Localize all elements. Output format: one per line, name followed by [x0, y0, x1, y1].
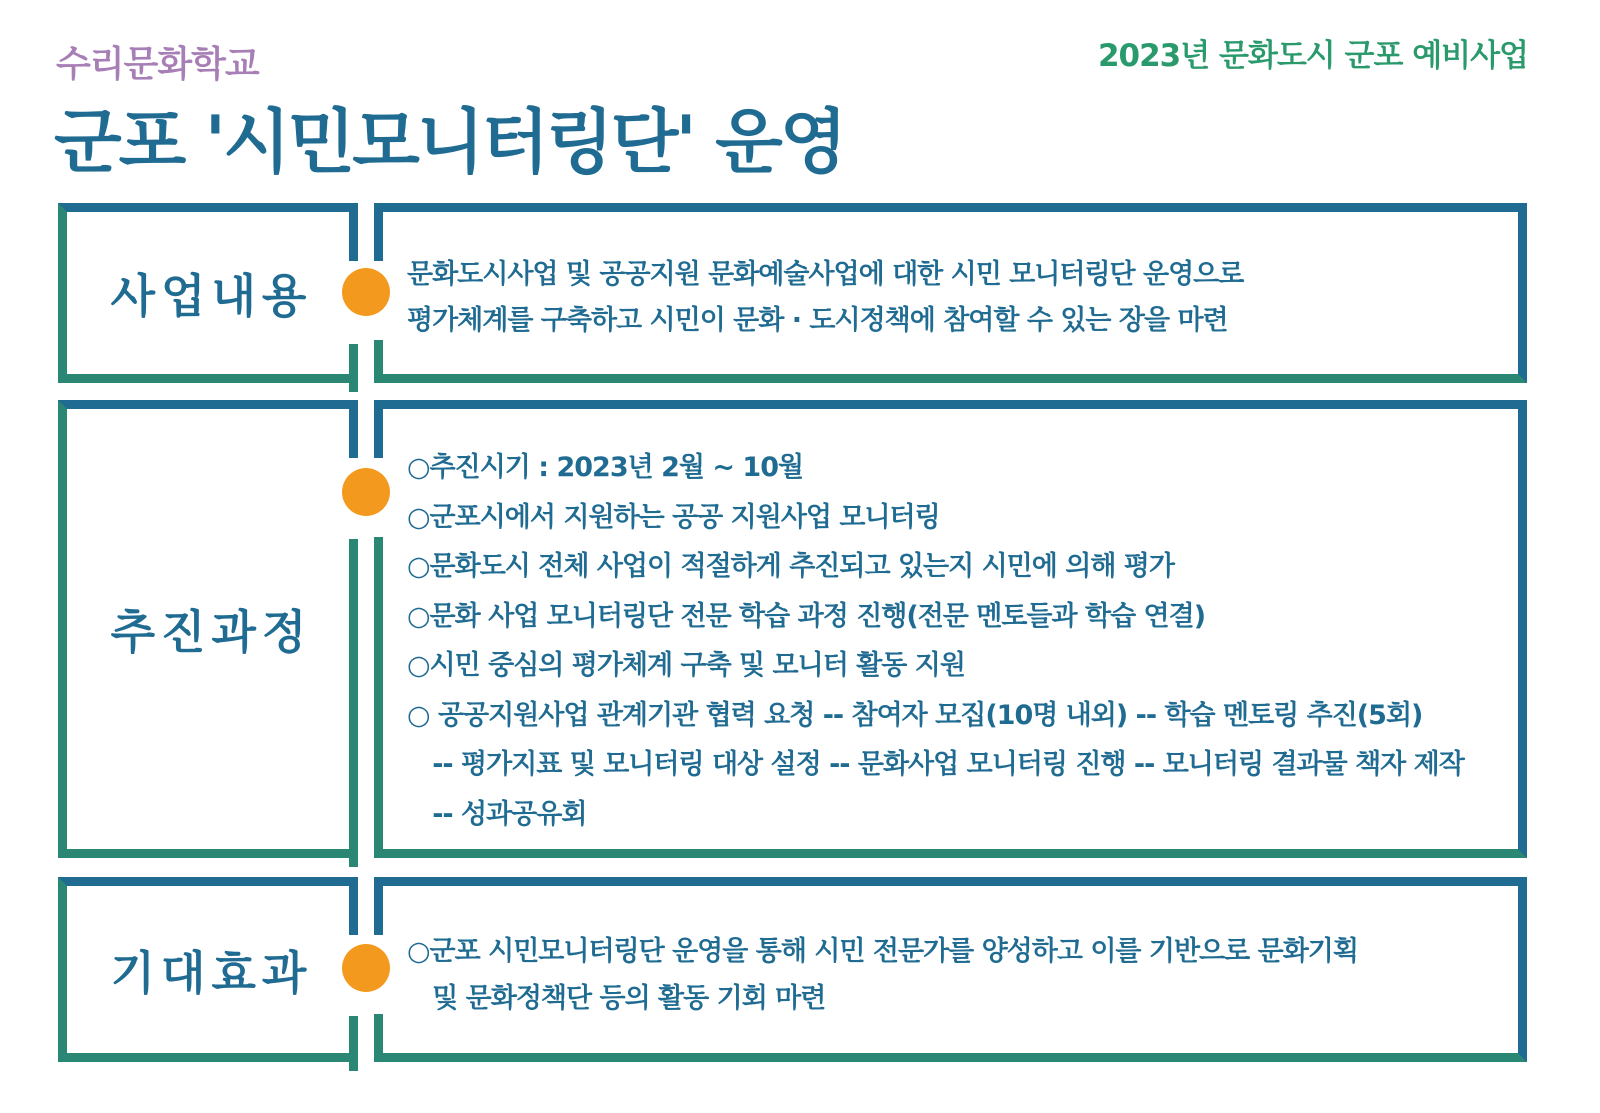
content-line: ○문화도시 전체 사업이 적절하게 추진되고 있는지 시민에 의해 평가 — [407, 551, 1174, 582]
content-line: -- 성과공유회 — [407, 798, 587, 830]
content-line: ○ 공공지원사업 관계기관 협력 요청 -- 참여자 모집(10명 내외) -- 학습 멘토링 추진(5회) — [407, 699, 1423, 731]
section-label-box — [58, 877, 356, 1062]
section-content-box — [375, 203, 1527, 383]
connector-dot — [342, 944, 390, 992]
page-title: 군포 '시민모니터링단' 운영 — [54, 101, 845, 183]
content-line: 및 문화정책단 등의 활동 기회 마련 — [407, 983, 826, 1014]
content-line: 평가체계를 구축하고 시민이 문화 · 도시정책에 참여할 수 있는 장을 마련 — [407, 305, 1228, 336]
content-line: ○군포 시민모니터링단 운영을 통해 시민 전문가를 양성하고 이를 기반으로 문화기획 — [407, 936, 1358, 967]
section-label: 추진과정 — [110, 605, 313, 659]
school-name: 수리문화학교 — [56, 44, 259, 85]
content-line: ○시민 중심의 평가체계 구축 및 모니터 활동 지원 — [407, 650, 965, 681]
connector-dot — [342, 268, 390, 316]
content-line: -- 평가지표 및 모니터링 대상 설정 -- 문화사업 모니터링 진행 -- 모니터링 결과물 책자 제작 — [407, 749, 1464, 780]
section-content-box — [375, 877, 1527, 1062]
section-label: 사업내용 — [110, 269, 313, 323]
section-label-box — [58, 203, 356, 383]
content-line: ○군포시에서 지원하는 공공 지원사업 모니터링 — [407, 501, 940, 533]
program-tag: 2023년 문화도시 군포 예비사업 — [1097, 38, 1528, 74]
connector-dot — [342, 468, 390, 516]
content-line: ○문화 사업 모니터링단 전문 학습 과정 진행(전문 멘토들과 학습 연결) — [407, 600, 1206, 632]
content-line: 문화도시사업 및 공공지원 문화예술사업에 대한 시민 모니터링단 운영으로 — [407, 259, 1244, 290]
section-label-box — [58, 400, 356, 858]
section-content-box — [375, 400, 1527, 858]
content-line: ○추진시기 : 2023년 2월 ~ 10월 — [407, 452, 804, 483]
section-label: 기대효과 — [110, 945, 313, 1000]
